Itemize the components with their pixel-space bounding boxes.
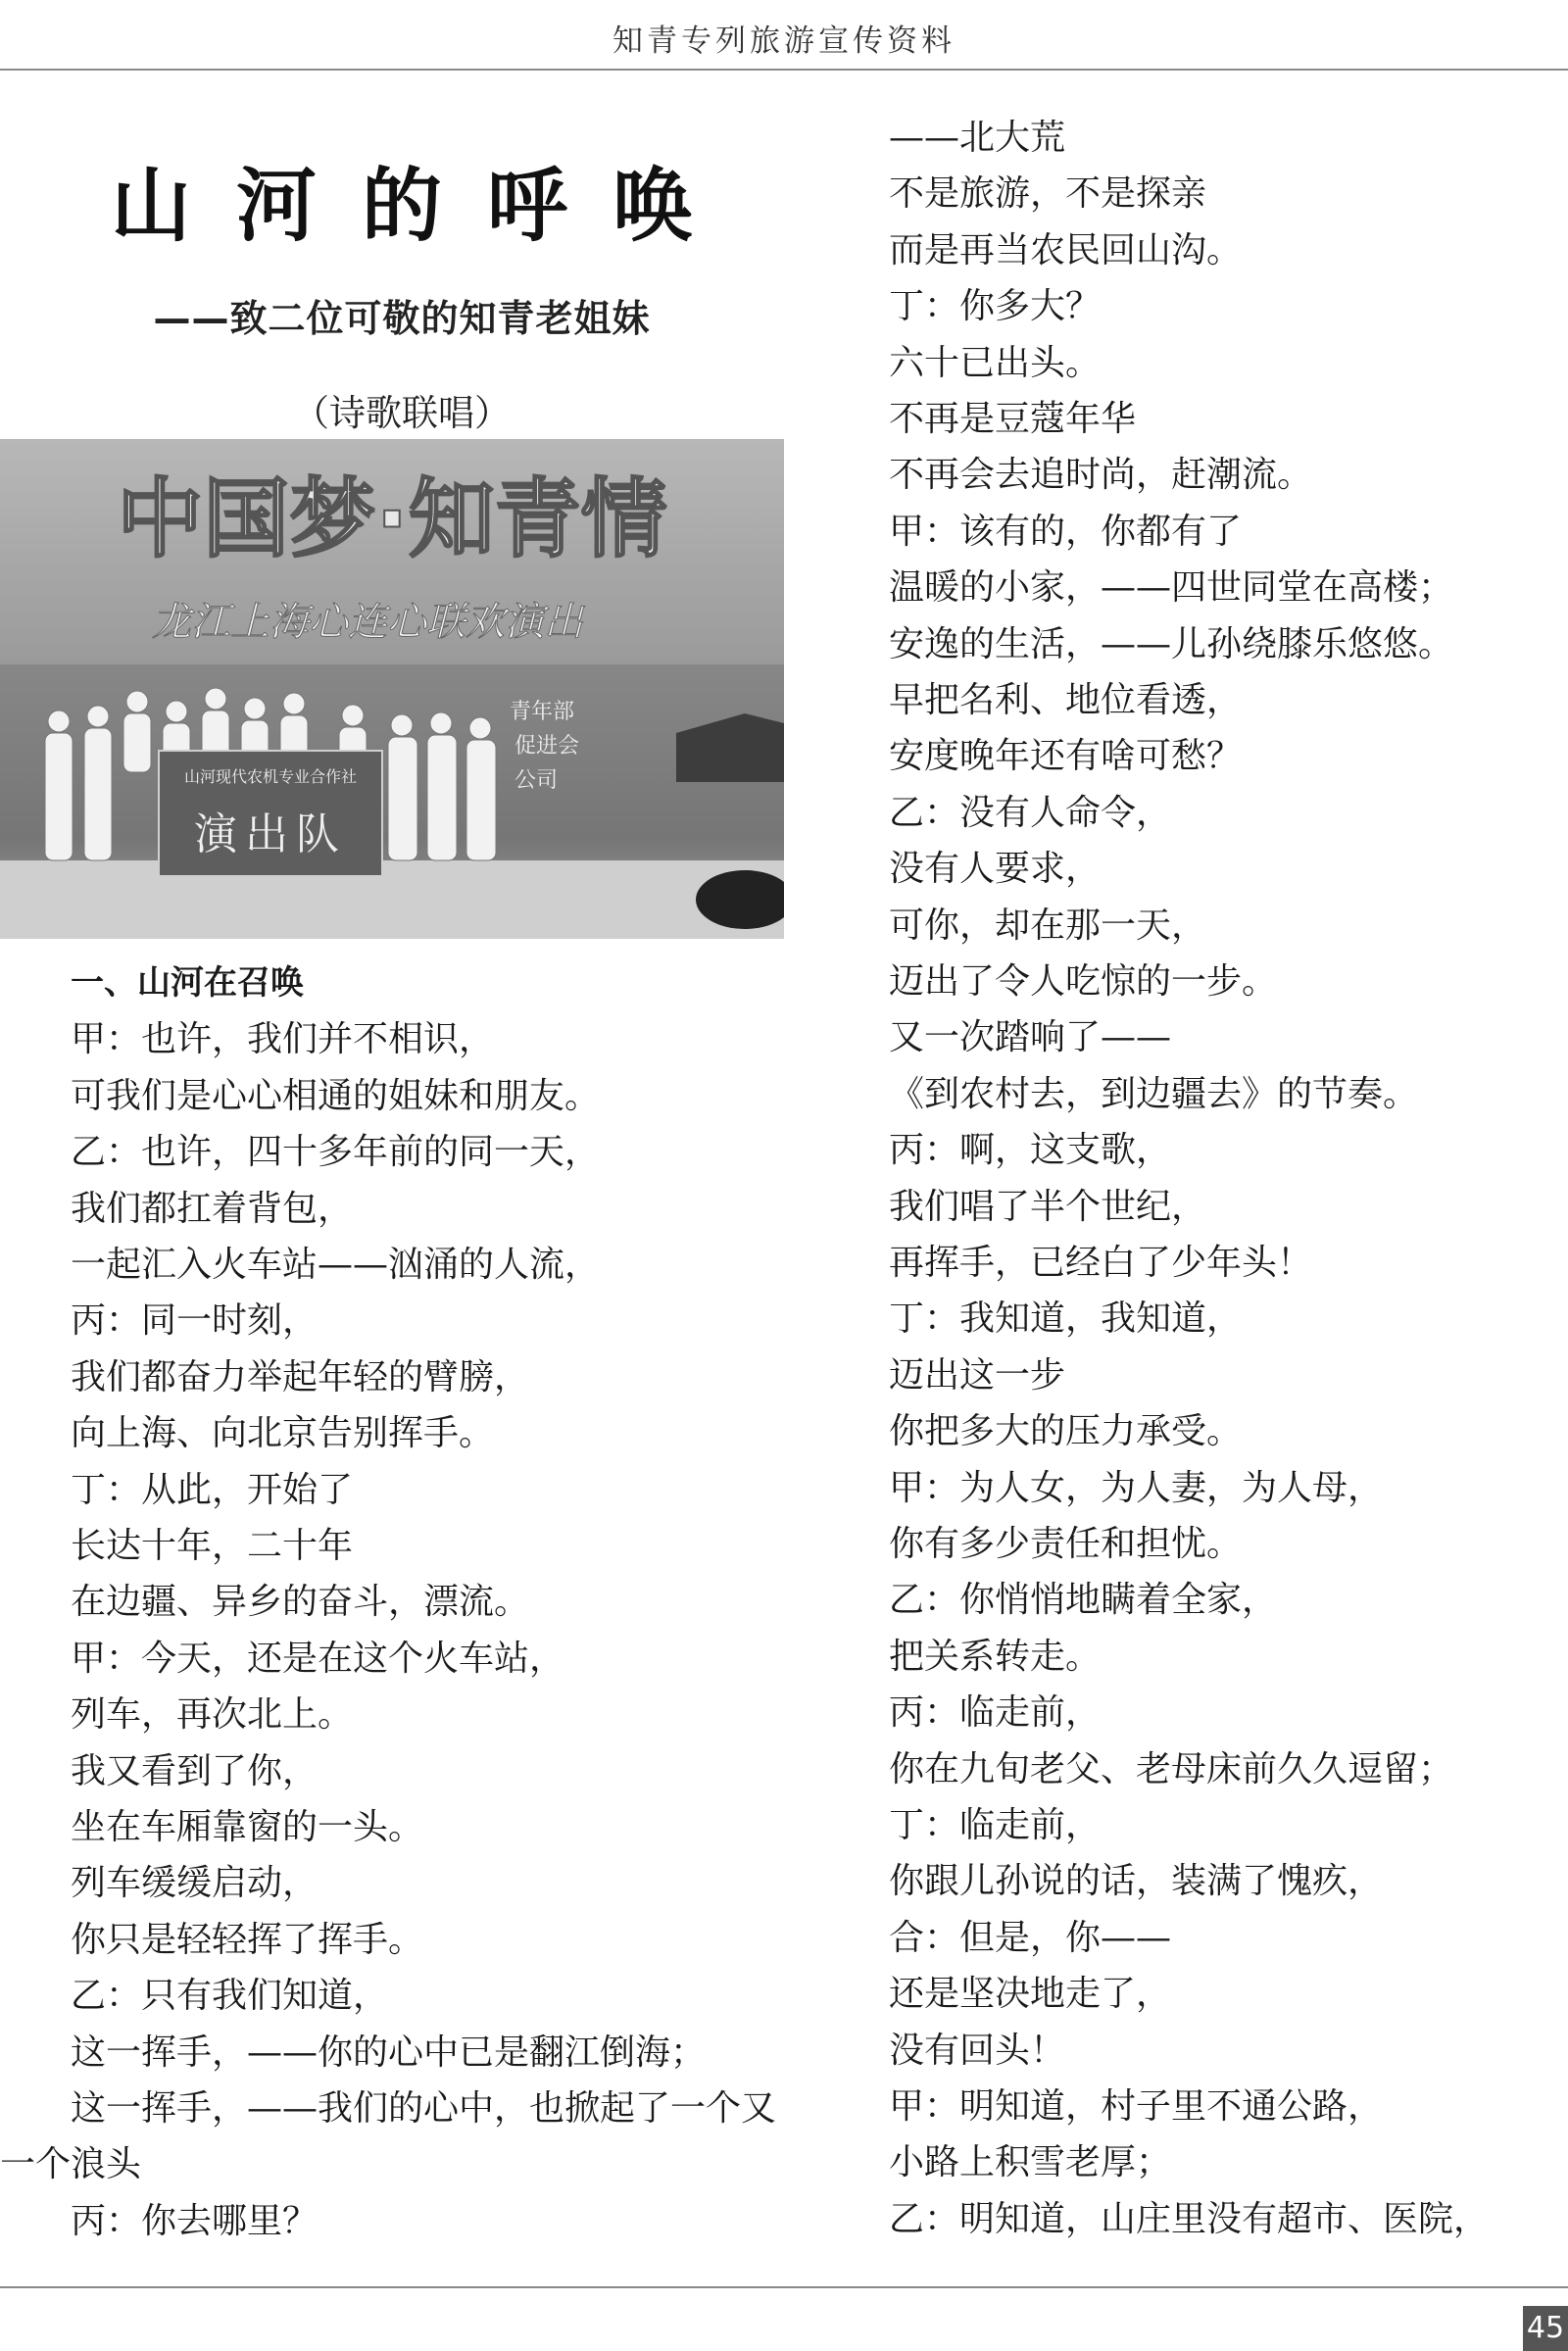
poem-line: 向上海、向北京告别挥手。	[71, 1413, 495, 1454]
poem-line: 可我们是心心相通的姐妹和朋友。	[71, 1075, 601, 1116]
poem-line: 在边疆、异乡的奋斗，漂流。	[71, 1582, 530, 1623]
poem-line: 乙：也许，四十多年前的同一天，	[71, 1132, 601, 1173]
poem-line: 而是再当农民回山沟。	[889, 229, 1243, 270]
flag-org-text: 山河现代农机专业合作社	[183, 767, 358, 786]
poem-line: 不再是豆蔻年华	[889, 399, 1137, 439]
backdrop-text-2: 促进会	[514, 734, 580, 759]
poem-subtitle: ——致二位可敬的知青老姐妹	[153, 297, 651, 340]
poem-line: 再挥手，已经白了少年头！	[889, 1243, 1313, 1283]
poem-line: 你在九旬老父、老母床前久久逗留；	[889, 1748, 1454, 1789]
page-number: 45	[1523, 2306, 1568, 2351]
poem-line: 你把多大的压力承受。	[889, 1411, 1243, 1452]
poem-line: 迈出了令人吃惊的一步。	[889, 961, 1278, 1002]
performance-photo	[0, 439, 784, 939]
poem-line: 迈出这一步	[889, 1354, 1066, 1396]
poem-line: 乙：明知道，山庄里没有超市、医院，	[889, 2198, 1490, 2239]
poem-line: 甲：为人女，为人妻，为人母，	[889, 1467, 1384, 1508]
poem-line: 我又看到了你，	[71, 1750, 318, 1791]
banner-title: 中国梦·知青情	[117, 468, 667, 569]
poem-line: 没有人要求，	[889, 849, 1102, 890]
poem-line: 丙：啊，这支歌，	[889, 1130, 1172, 1171]
poem-line: 丁：从此，开始了	[71, 1469, 354, 1510]
flag-team-text: 演出队	[194, 809, 347, 859]
poem-line: 丙：临走前，	[889, 1692, 1102, 1734]
poem-line: 这一挥手，——我们的心中，也掀起了一个又	[71, 2088, 777, 2129]
poem-line: 列车缓缓启动，	[71, 1863, 318, 1904]
poem-line: 丙：你去哪里？	[71, 2200, 318, 2241]
poem-line: 安度晚年还有啥可愁？	[889, 736, 1243, 777]
poem-line: 丙：同一时刻，	[71, 1300, 318, 1342]
poem-line: 甲：也许，我们并不相识，	[71, 1019, 495, 1060]
poem-line: 你只是轻轻挥了挥手。	[71, 1919, 424, 1960]
poem-title: 山河的呼唤	[110, 159, 738, 253]
poem-line: 把关系转走。	[889, 1636, 1102, 1677]
poem-title-block	[0, 157, 804, 436]
poem-line: 丁：我知道，我知道，	[889, 1298, 1243, 1340]
poem-line: 可你，却在那一天，	[889, 905, 1207, 946]
poem-line: 这一挥手，——你的心中已是翻江倒海；	[71, 2032, 707, 2073]
poem-line: 甲：明知道，村子里不通公路，	[889, 2086, 1384, 2127]
poem-line: 六十已出头。	[889, 342, 1102, 383]
backdrop-text-3: 公司	[514, 768, 559, 793]
poem-line: 甲：今天，还是在这个火车站，	[71, 1638, 565, 1679]
poem-line: 《到农村去，到边疆去》的节奏。	[889, 1073, 1419, 1114]
poem-line: 小路上积雪老厚；	[889, 2142, 1172, 2183]
poem-line: 一个浪头	[0, 2144, 142, 2185]
poem-line: 没有回头！	[889, 2030, 1066, 2071]
poem-line: ——北大荒	[889, 118, 1066, 158]
poem-line: 不是旅游，不是探亲	[889, 173, 1207, 215]
poem-line: 还是坚决地走了，	[889, 1974, 1172, 2015]
poem-line: 你跟儿孙说的话，装满了愧疚，	[889, 1861, 1384, 1902]
banner-subtitle: 龙江上海心连心联欢演出	[152, 600, 583, 645]
backdrop-text-1: 青年部	[510, 700, 575, 724]
poem-line: 长达十年，二十年	[71, 1526, 354, 1566]
section-heading: 一、山河在召唤	[71, 963, 304, 1003]
poem-line: 丁：临走前，	[889, 1805, 1102, 1845]
poem-line: 乙：只有我们知道，	[71, 1976, 389, 2017]
footer-rule	[0, 2286, 1568, 2288]
poem-line: 早把名利、地位看透，	[889, 680, 1243, 720]
poem-line: 乙：你悄悄地瞒着全家，	[889, 1580, 1278, 1621]
poem-line: 列车，再次北上。	[71, 1694, 354, 1736]
poem-line: 合：但是，你——	[889, 1917, 1172, 1958]
poem-line: 又一次踏响了——	[889, 1017, 1172, 1058]
poem-line: 安逸的生活，——儿孙绕膝乐悠悠。	[889, 623, 1454, 664]
running-header	[0, 0, 1568, 71]
poem-line: 不再会去追时尚，赶潮流。	[889, 455, 1313, 496]
header-title: 知青专列旅游宣传资料	[612, 24, 956, 59]
poem-line: 坐在车厢靠窗的一头。	[71, 1807, 424, 1847]
poem-genre: （诗歌联唱）	[293, 392, 511, 434]
poem-line: 我们都奋力举起年轻的臂膀，	[71, 1356, 530, 1397]
poem-line: 乙：没有人命令，	[889, 792, 1172, 833]
poem-line: 一起汇入火车站——汹涌的人流，	[71, 1245, 601, 1285]
poem-line: 我们唱了半个世纪，	[889, 1186, 1207, 1227]
poem-line: 你有多少责任和担忧。	[889, 1524, 1243, 1564]
poem-line: 温暖的小家，——四世同堂在高楼；	[889, 567, 1454, 609]
poem-line: 我们都扛着背包，	[71, 1188, 354, 1229]
team-flag	[159, 751, 382, 876]
poem-line: 丁：你多大？	[889, 286, 1102, 327]
poem-line: 甲：该有的，你都有了	[889, 511, 1243, 552]
